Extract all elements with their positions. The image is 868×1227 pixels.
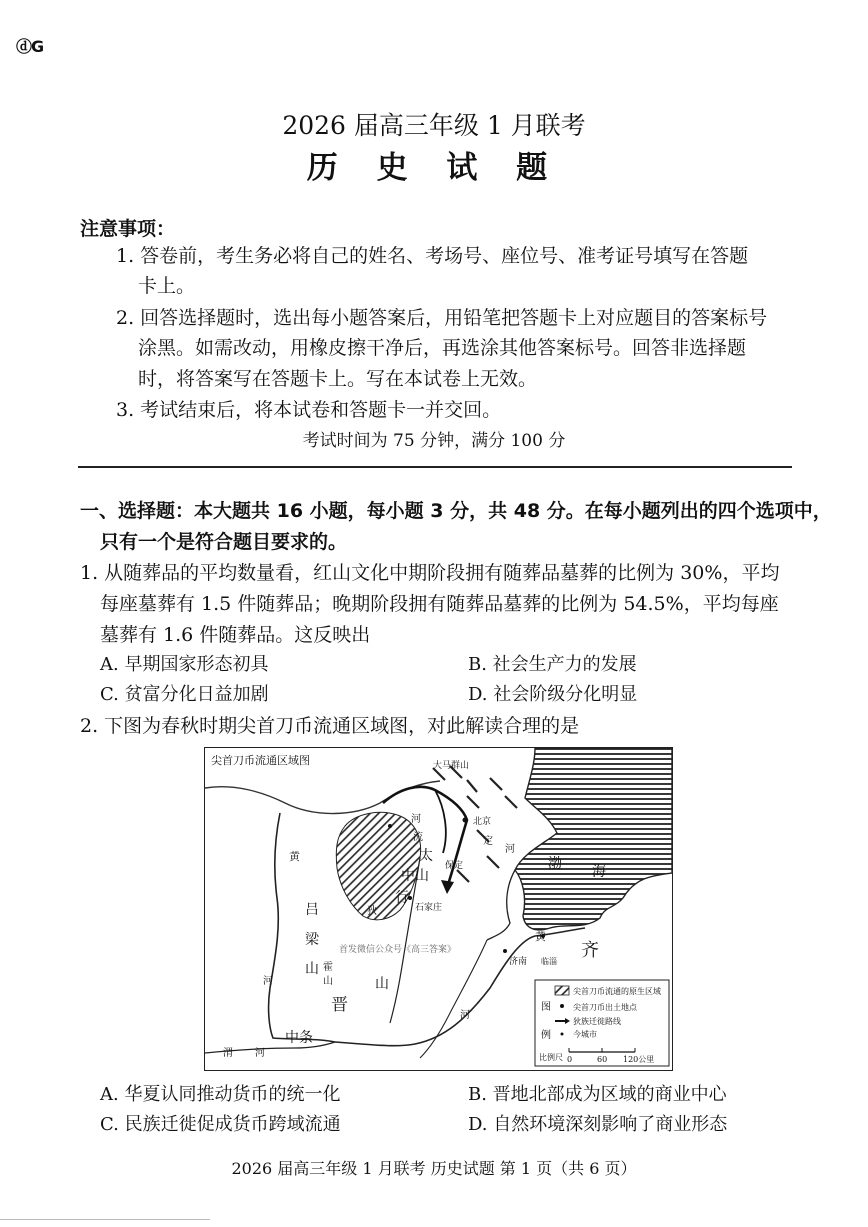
label-liu: 流 [413, 832, 423, 843]
q1-stem-line-3: 墓葬有 1.6 件随葬品。这反映出 [100, 624, 371, 646]
label-baoding: 保定 [445, 861, 464, 871]
label-xing: 行 [395, 890, 409, 906]
q1-option-d: D. 社会阶级分化明显 [468, 684, 638, 705]
q2-option-d: D. 自然环境深刻影响了商业形态 [468, 1114, 728, 1135]
legend-item4: 今城市 [573, 1030, 597, 1039]
q1-option-a: A. 早期国家形态初具 [100, 654, 269, 675]
note-2-line-2: 涂黑。如需改动，用橡皮擦干净后，再选涂其他答案标号。回答非选择题 [138, 337, 747, 359]
label-shan3: 山 [375, 976, 389, 992]
land-outline [205, 781, 440, 814]
q1-stem-line-1: 1. 从随葬品的平均数量看，红山文化中期阶段拥有随葬品墓葬的比例为 30%，平均 [80, 562, 780, 584]
legend-scale: 比例尺 [539, 1053, 563, 1062]
label-shan2: 山 [323, 976, 333, 987]
label-liang: 梁 [305, 932, 319, 948]
label-di: 狄 [367, 906, 377, 917]
legend-item1: 尖首刀币流通的原生区域 [573, 987, 661, 996]
bottom-rule [0, 1219, 210, 1220]
label-zhongtiao: 中条 [285, 1030, 313, 1046]
migration-arrow [441, 880, 454, 894]
divider [78, 466, 792, 468]
note-1-line-1: 1. 答卷前，考生务必将自己的姓名、考场号、座位号、准考证号填写在答题 [116, 245, 749, 267]
legend-swatch-dot [560, 1004, 564, 1008]
publisher-logo: ⓓG [16, 37, 44, 56]
map-legend [535, 980, 669, 1066]
section1-line-1: 一、选择题：本大题共 16 小题，每小题 3 分，共 48 分。在每小题列出的四个选项中， [80, 500, 832, 522]
label-beijing: 北京 [473, 817, 492, 827]
q1-stem-line-2: 每座墓葬有 1.5 件随葬品；晚期阶段拥有随葬品墓葬的比例为 54.5%，平均每座 [100, 593, 779, 615]
coin-map [204, 747, 673, 1071]
legend-s0: 0 [567, 1055, 573, 1064]
label-he1: 河 [411, 814, 421, 825]
label-damaqunshan: 大马群山 [433, 761, 470, 771]
label-huang2: 黄 [535, 930, 546, 943]
legend-li: 例 [541, 1030, 551, 1041]
label-qi: 齐 [581, 940, 599, 961]
label-bohai2: 海 [592, 864, 606, 880]
section1-line-2: 只有一个是符合题目要求的。 [100, 531, 348, 553]
exam-title: 2026 届高三年级 1 月联考 [282, 111, 586, 140]
yellow-river [269, 813, 335, 1042]
legend-swatch-origin [555, 986, 569, 995]
q1-option-b: B. 社会生产力的发展 [468, 654, 637, 675]
note-3-line-1: 3. 考试结束后，将本试卷和答题卡一并交回。 [116, 399, 502, 421]
q2-option-b: B. 晋地北部成为区域的商业中心 [468, 1084, 727, 1105]
notes-heading: 注意事项： [80, 218, 176, 240]
q1-option-c: C. 贫富分化日益加剧 [100, 684, 269, 705]
label-lv: 吕 [305, 902, 319, 918]
label-shan1: 山 [305, 961, 319, 977]
subject-title: 历 史 试 题 [306, 150, 562, 186]
label-jin: 晋 [331, 995, 348, 1015]
label-jinan: 济南 [509, 957, 528, 967]
q2-option-c: C. 民族迁徙促成货币跨域流通 [100, 1114, 341, 1135]
map-title: 尖首刀币流通区域图 [211, 754, 310, 767]
legend-tu: 图 [541, 1002, 551, 1013]
coast-line [487, 870, 515, 940]
label-huo: 霍 [323, 962, 333, 973]
label-tai: 太 [419, 848, 433, 864]
label-he5: 河 [255, 1048, 265, 1059]
label-he3: 河 [263, 976, 273, 987]
note-1-line-2: 卡上。 [138, 275, 196, 297]
page-footer: 2026 届高三年级 1 月联考 历史试题 第 1 页（共 6 页） [231, 1159, 637, 1178]
q2-stem: 2. 下图为春秋时期尖首刀币流通区域图，对此解读合理的是 [80, 715, 580, 737]
legend-s60: 60 [597, 1055, 608, 1064]
q2-option-a: A. 华夏认同推动货币的统一化 [100, 1084, 341, 1105]
label-ding: 定 [483, 836, 493, 847]
note-2-line-1: 2. 回答选择题时，选出每小题答案后，用铅笔把答题卡上对应题目的答案标号 [116, 307, 768, 329]
migration-route-2 [435, 790, 446, 853]
label-shijiazhuang: 石家庄 [415, 903, 443, 913]
label-linzi: 临淄 [541, 957, 557, 966]
watermark: 首发微信公众号《高三答案》 [339, 945, 457, 955]
label-zhongshan: 中山 [401, 868, 429, 884]
label-huang1: 黄 [289, 850, 300, 863]
label-he4: 河 [460, 1010, 470, 1021]
exam-time-note: 考试时间为 75 分钟，满分 100 分 [302, 431, 566, 451]
label-he2: 河 [505, 844, 515, 855]
label-wei: 渭 [223, 1048, 233, 1059]
label-bohai1: 渤 [548, 856, 562, 872]
legend-s120: 120公里 [623, 1055, 655, 1064]
legend-item3: 狄族迁徙路线 [573, 1017, 621, 1026]
legend-item2: 尖首刀币出土地点 [573, 1003, 637, 1012]
note-2-line-3: 时，将答案写在答题卡上。写在本试卷上无效。 [138, 368, 538, 390]
sea-shape [515, 748, 672, 930]
